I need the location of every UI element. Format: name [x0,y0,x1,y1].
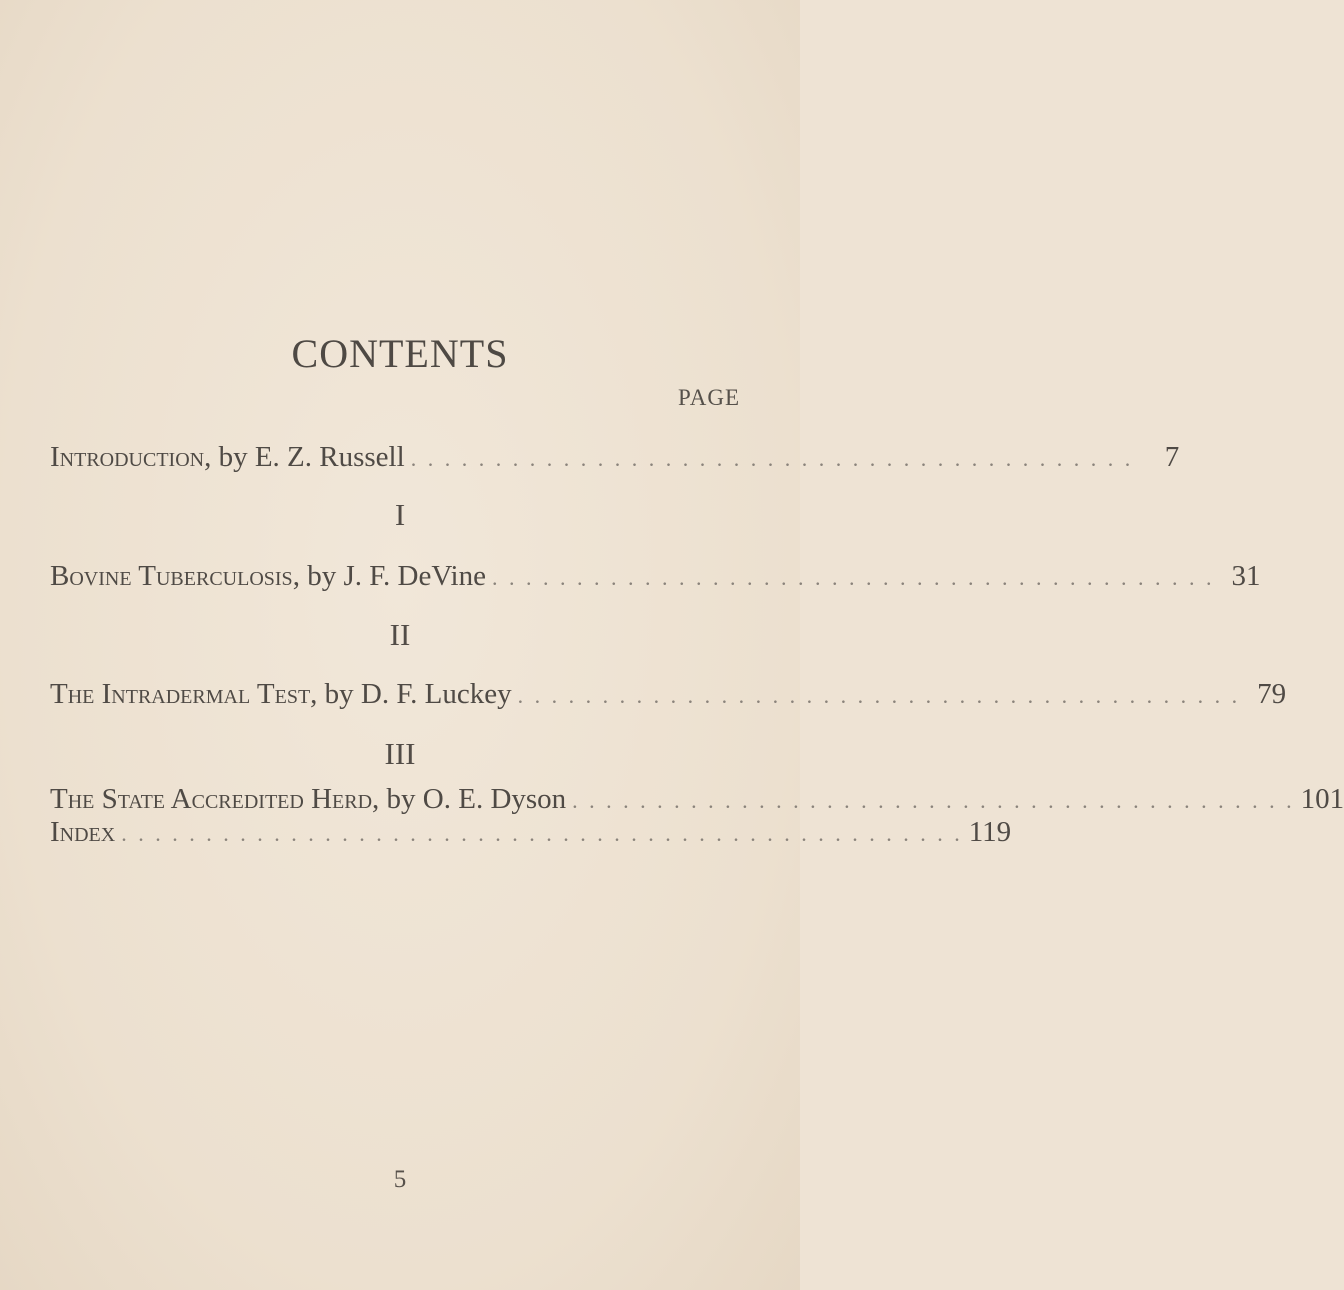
toc-entry-title: Index [50,816,116,848]
leader-dots: . . . . . . . . . . . . . . . . . . . . . . . . . . . . . . . . . . . . . . . . . . . [491,565,1215,590]
toc-page-number: 119 [968,816,1012,848]
toc-entry-bovine-tuberculosis [50,560,1261,593]
toc-entry-intradermal-test [50,678,1287,711]
toc-entry-index [50,816,1012,849]
leader-dots: . . . . . . . . . . . . . . . . . . . . . . . . . . . . . . . . . . . . . . . . . . . [517,683,1241,708]
toc-page-number: 7 [1164,441,1180,473]
toc-entry-introduction [50,441,1180,474]
section-number-1: I [394,497,406,532]
leader-dots: . . . . . . . . . . . . . . . . . . . . . . . . . . . . . . . . . . . . . . . . . . . [572,788,1295,813]
toc-entry-title: The State Accredited Herd, by O. E. Dyson [50,783,567,815]
page-folio: 5 [393,1166,407,1193]
leader-dots: . . . . . . . . . . . . . . . . . . . . . . . . . . . . . . . . . . . . . . . . . . . . . . . . . . [121,821,963,846]
toc-entry-title: The Intradermal Test, by D. F. Luckey [50,678,512,710]
toc-entry-title: Introduction, by E. Z. Russell [50,441,405,473]
toc-page-number: 79 [1257,678,1287,710]
leader-dots: . . . . . . . . . . . . . . . . . . . . . . . . . . . . . . . . . . . . . . . . . . . [410,446,1134,471]
page-title: CONTENTS [291,331,509,376]
section-number-3: III [384,736,416,771]
toc-entry-state-accredited-herd [50,783,1344,816]
section-number-2: II [389,617,411,652]
toc-page-number: 101 [1300,783,1344,815]
toc-page-number: 31 [1231,560,1261,592]
toc-entry-title: Bovine Tuberculosis, by J. F. DeVine [50,560,486,592]
page-column-label: PAGE [678,385,740,410]
